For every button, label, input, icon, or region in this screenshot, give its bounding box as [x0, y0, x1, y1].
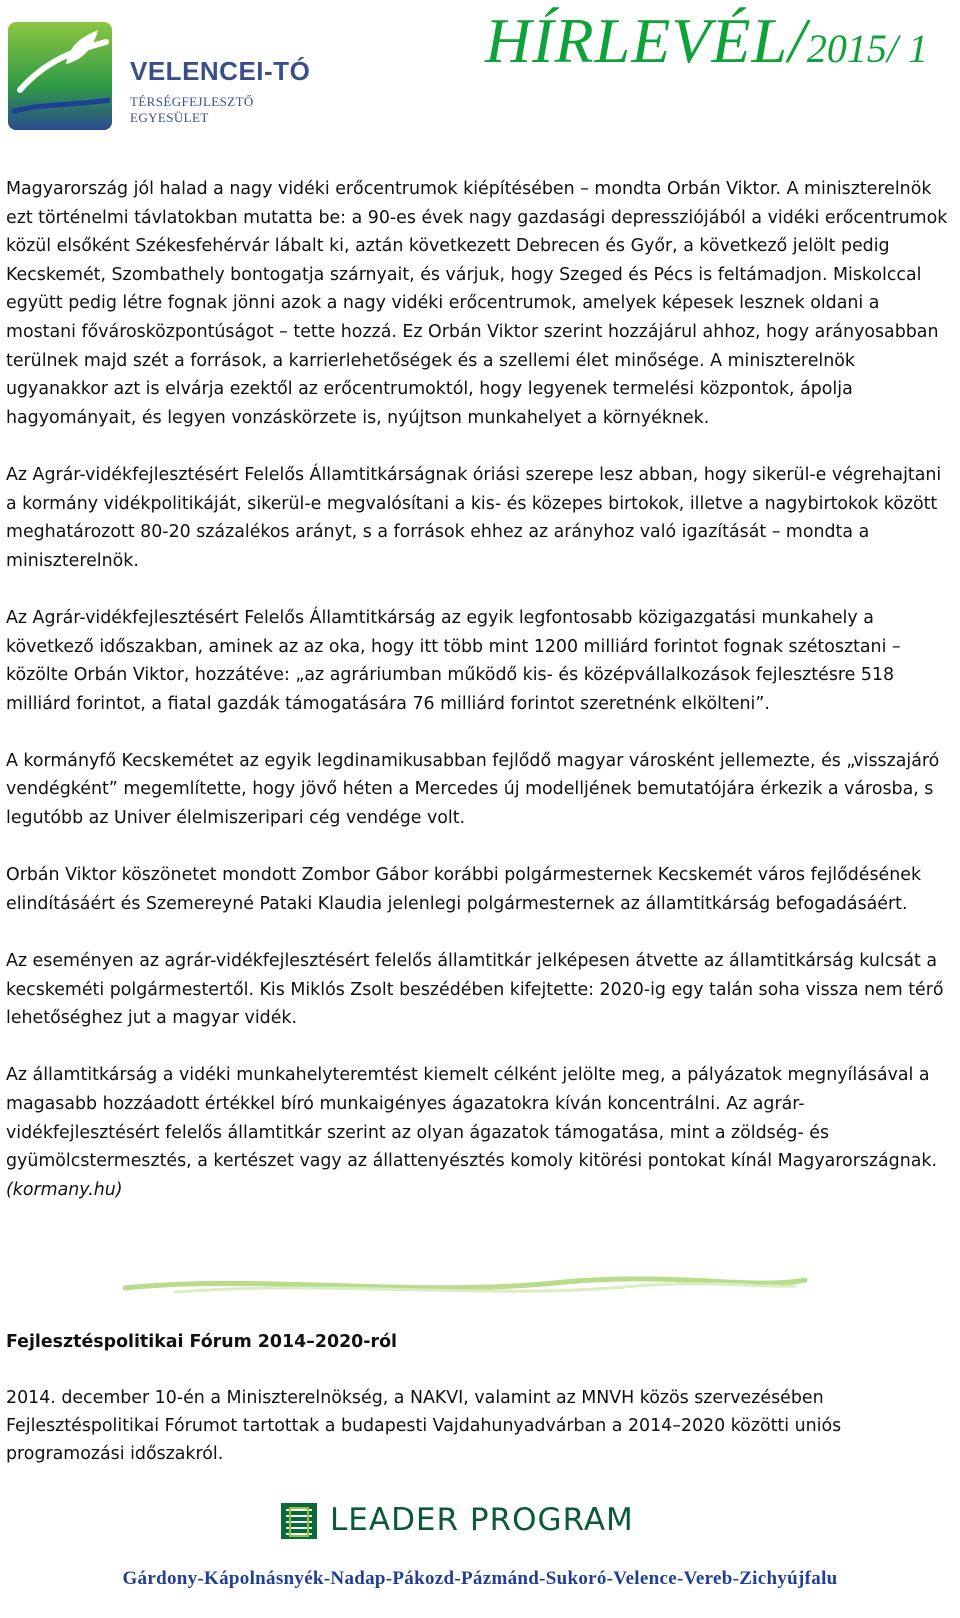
velencei-to-logo: [6, 16, 336, 138]
leader-program-label: LEADER PROGRAM: [330, 1502, 634, 1538]
footer-towns: Gárdony-Kápolnásnyék-Nadap-Pákozd-Pázmánd-Sukoró-Velence-Vereb-Zichyújfalu: [122, 1568, 838, 1589]
article-paragraph: Orbán Viktor köszönetet mondott Zombor Gábor korábbi polgármesternek Kecskemét város fejlődésének elindításáért és Szemereyné Pataki Klaudia jelenlegi polgármesternek az államtitkárság befogadásáért.: [6, 865, 922, 914]
article-source: (kormany.hu): [6, 1179, 123, 1200]
section-heading: Fejlesztéspolitikai Fórum 2014–2020-ról: [6, 1332, 397, 1352]
article-paragraph: Az Agrár-vidékfejlesztésért Felelős Államtitkárság az egyik legfontosabb közigazgatási munkahely a következő időszakban, aminek az az oka, hogy itt több mint 1200 milliárd forintot fognak szétosztani – közölte Orbán Viktor, hozzátéve: „az agráriumban működő kis- és középvállalkozások fejlesztésre 518 milliárd forintot, a fiatal gazdák támogatására 76 milliárd forintot szeretnénk elkölteni”.: [6, 607, 901, 714]
leader-program-logo: [280, 1500, 680, 1544]
article-paragraph: [6, 1061, 954, 1204]
decorative-divider: [115, 1268, 815, 1304]
article-paragraph: A kormányfő Kecskemétet az egyik legdinamikusabban fejlődő magyar városként jellemezte, és „visszajáró vendégként” megemlítette, hogy jövő héten a Mercedes új modelljének bemutatójára érkezik a városba, s legutóbb az Univer élelmiszeripari cég vendége volt.: [6, 750, 940, 829]
article-paragraph: Az Agrár-vidékfejlesztésért Felelős Államtitkárságnak óriási szerepe lesz abban, hogy sikerül-e végrehajtani a kormány vidékpolitikáját, sikerül-e megvalósítani a kis- és közepes birtokok, illetve a nagybirtokok között meghatározott 80-20 százalékos arányt, s a források ehhez az arányhoz való igazítását – mondta a miniszterelnök.: [6, 464, 942, 571]
newsletter-header: [0, 0, 960, 150]
leader-emblem-icon: [280, 1502, 318, 1540]
article-paragraph: Az eseményen az agrár-vidékfejlesztésért felelős államtitkár jelképesen átvette az államtitkárság kulcsát a kecskeméti polgármestertől. Kis Miklós Zsolt beszédében kifejtette: 2020-ig egy talán soha vissza nem térő lehetőséghez jut a magyar vidék.: [6, 951, 944, 1029]
newsletter-title: [485, 4, 928, 78]
issue-number: 2015/ 1: [806, 26, 928, 71]
logo-name: VELENCEI-TÓ: [130, 56, 311, 86]
title-text: HÍRLEVÉL/: [485, 5, 807, 76]
last-paragraph-text: Az államtitkárság a vidéki munkahelyteremtést kiemelt célként jelölte meg, a pályázatok megnyílásával a magasabb hozzáadott értékkel bíró munkaigényes ágazatokra kíván koncentrálni. Az agrár-vidékfejlesztésért felelős államtitkár szerint az olyan ágazatok támogatása, mint a zöldség- és gyümölcstermesztés, a kertészet vagy az állattenyésztés komoly kitörési pontokat kínál Magyarországnak.: [6, 1065, 938, 1172]
logo-emblem-icon: [6, 20, 114, 132]
article-paragraph: Magyarország jól halad a nagy vidéki erőcentrumok kiépítésében – mondta Orbán Viktor. A miniszterelnök ezt történelmi távlatokban mutatta be: a 90-es évek nagy gazdasági depressziójából a vidéki erőcentrumok közül elsőként Székesfehérvár lábalt ki, aztán következett Debrecen és Győr, a következő jelölt pedig Kecskemét, Szombathely bontogatja szárnyait, és várjuk, hogy Szeged és Pécs is feltámadjon. Miskolccal együtt pedig létre fognak jönni azok a nagy vidéki erőcentrumok, amelyek képesek lesznek oldani a mostani fővárosközpontúságot – tette hozzá. Ez Orbán Viktor szerint hozzájárul ahhoz, hogy arányosabban terülnek majd szét a források, a karrierlehetőségek és a szellemi élet minősége. A miniszterelnök ugyanakkor azt is elvárja ezektől az erőcentrumoktól, hogy legyenek termelési központok, ápolja hagyományait, és legyen vonzáskörzete is, nyújtson munkahelyet a környéknek.: [6, 179, 948, 428]
section-paragraph: 2014. december 10-én a Miniszterelnökség, a NAKVI, valamint az MNVH közös szervezésében Fejlesztéspolitikai Fórumot tartottak a budapesti Vajdahunyadvárban a 2014–2020 közötti uniós programozási időszakról.: [6, 1388, 842, 1464]
article-body: [6, 175, 954, 1204]
logo-subtitle: TÉRSÉGFEJLESZTŐ EGYESÜLET: [130, 94, 254, 125]
